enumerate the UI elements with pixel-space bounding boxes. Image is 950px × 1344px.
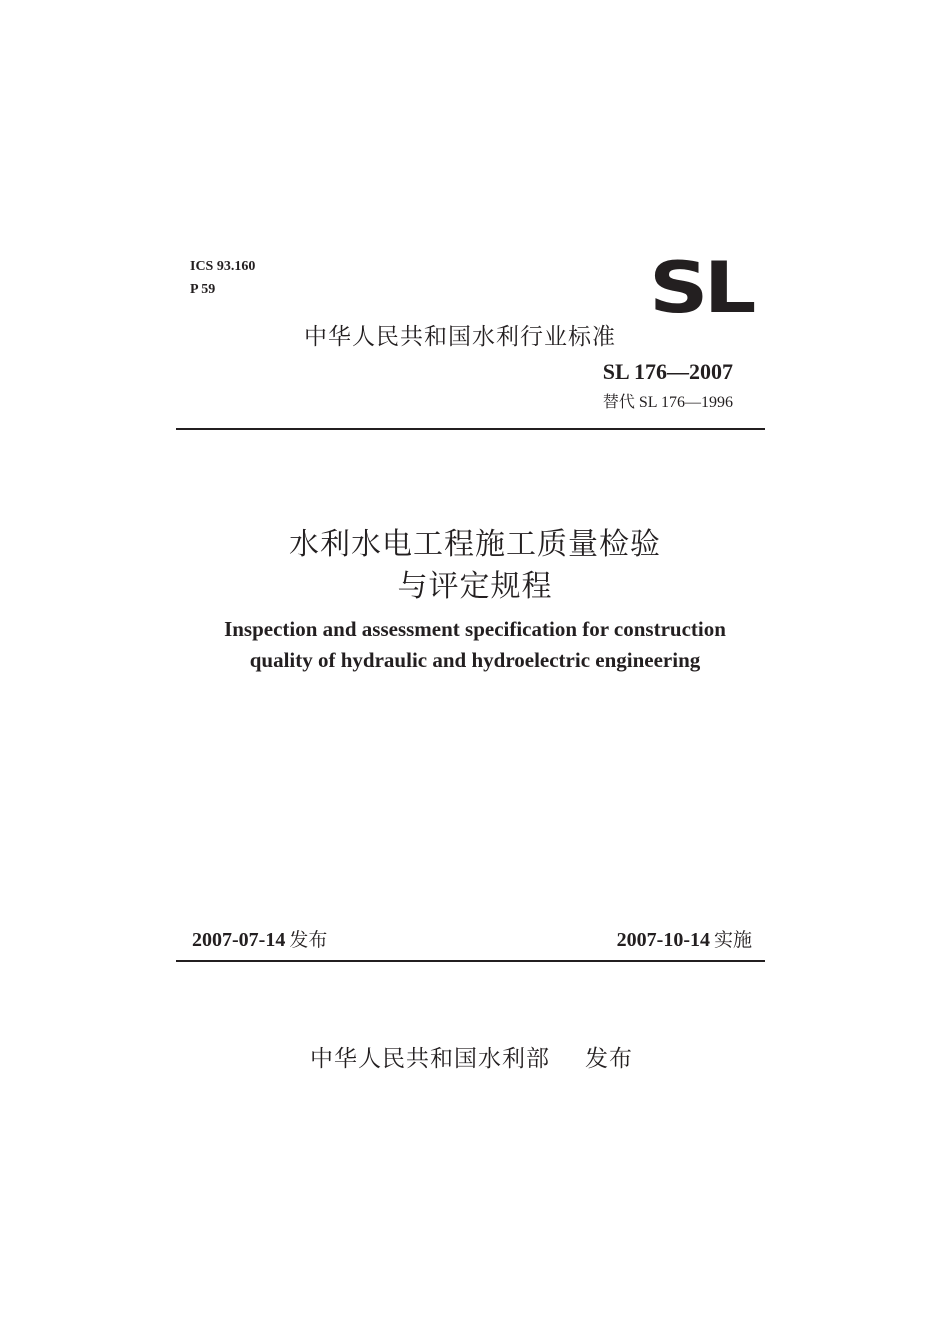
bottom-divider xyxy=(176,960,765,962)
standard-category: 中华人民共和国水利行业标准 xyxy=(304,324,616,350)
title-chinese-line1: 水利水电工程施工质量检验 xyxy=(289,527,661,562)
sl-logo: SL xyxy=(649,247,752,329)
effective-date-label: 实施 xyxy=(713,929,752,951)
replaces-standard: 替代 SL 176—1996 xyxy=(602,394,733,411)
top-divider xyxy=(176,428,765,430)
title-english-line1: Inspection and assessment specification for construction xyxy=(224,617,726,641)
ics-code: ICS 93.160 xyxy=(190,259,256,274)
issue-date-value: 2007-07-14 xyxy=(192,929,286,951)
issue-date xyxy=(192,925,327,952)
issue-date-label: 发布 xyxy=(289,929,328,951)
effective-date xyxy=(617,925,752,952)
publisher: 中华人民共和国水利部 xyxy=(310,1046,550,1072)
publish-label: 发布 xyxy=(585,1046,633,1072)
effective-date-value: 2007-10-14 xyxy=(616,929,710,951)
standard-number: SL 176—2007 xyxy=(602,359,733,384)
title-chinese-line2: 与评定规程 xyxy=(397,569,553,604)
title-english-line2: quality of hydraulic and hydroelectric engineering xyxy=(249,648,701,672)
classification-code: P 59 xyxy=(190,282,216,297)
